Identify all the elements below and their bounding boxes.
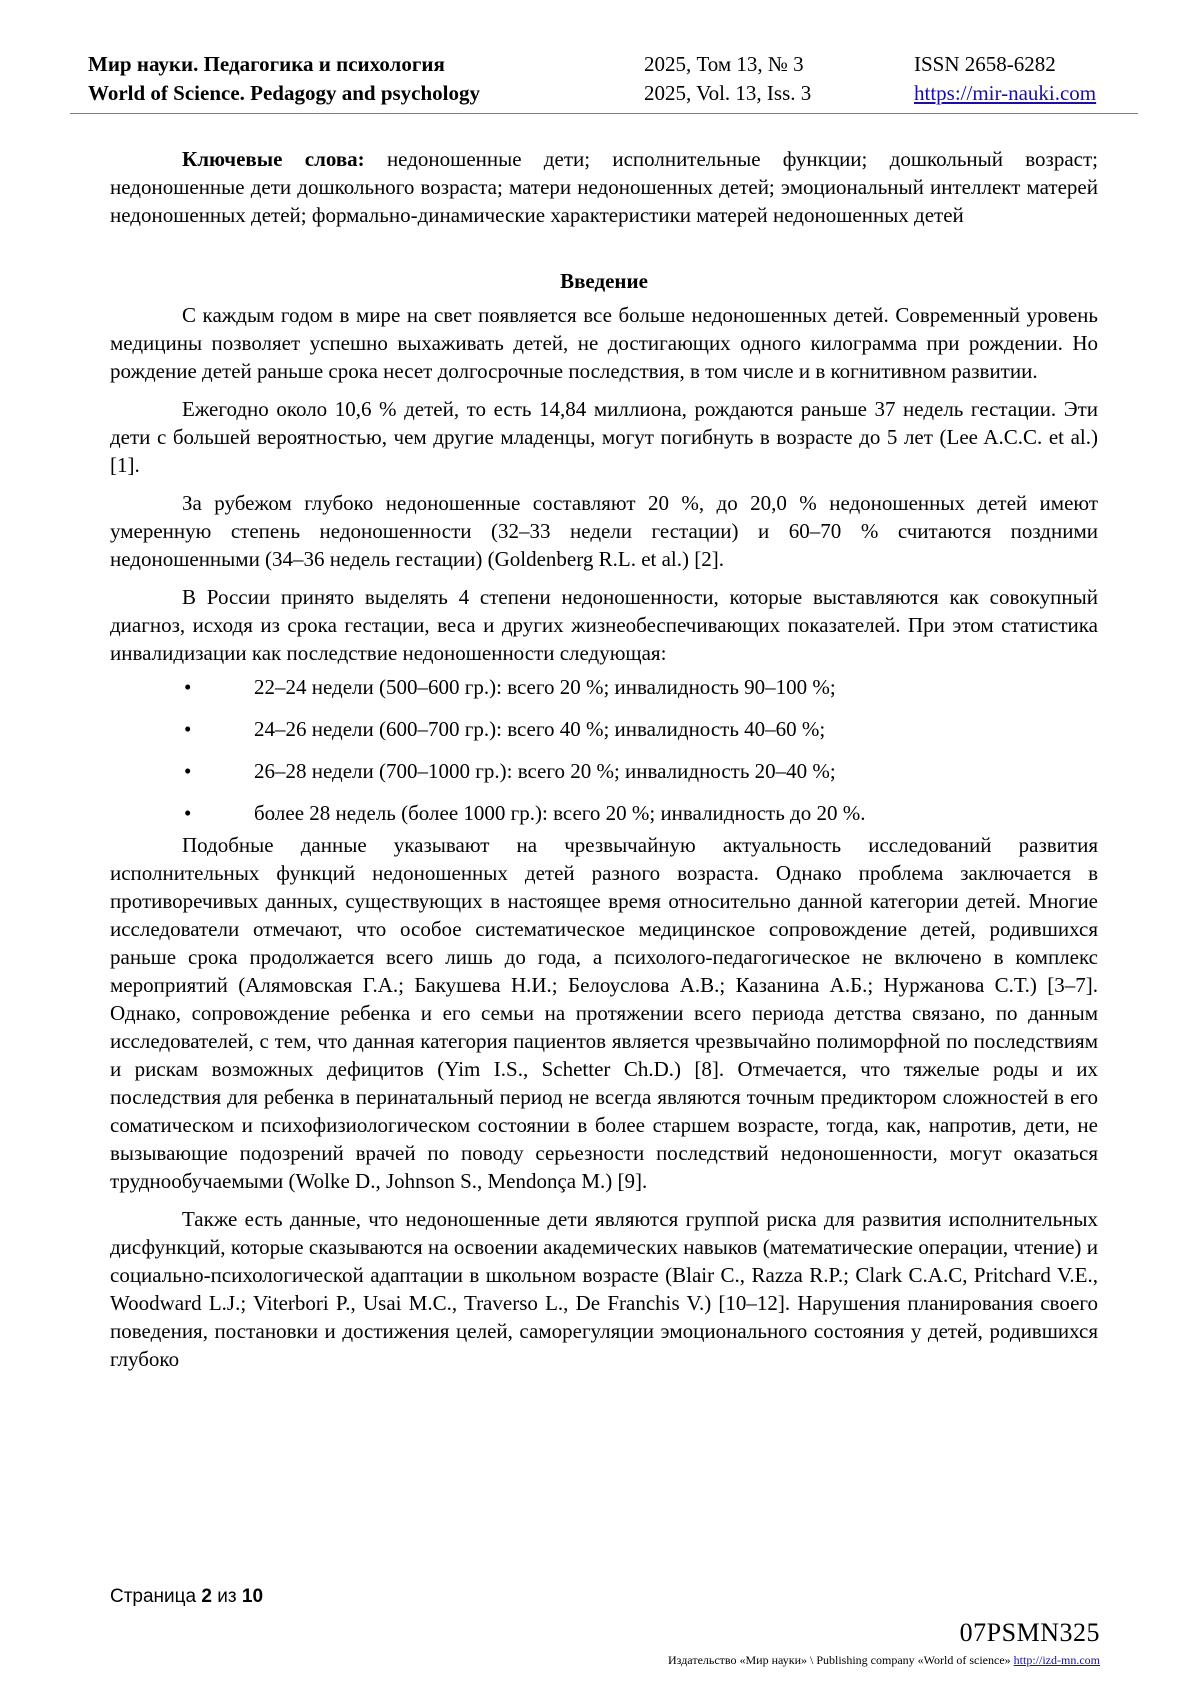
journal-title-ru: Мир науки. Педагогика и психология [88,52,445,76]
section-title-introduction: Введение [560,269,648,293]
bullet-icon: • [184,759,192,783]
journal-title-en: World of Science. Pedagogy and psychology [88,81,481,105]
keywords-text: недоношенные дети; исполнительные функции; дошкольный возраст; недоношенные дети дошкольного возраста; матери недоношенных детей; эмоциональный интеллект матерей недоношенных детей; формально-динамические характеристики матерей недоношенных детей [110,147,1098,227]
paragraph-5: Подобные данные указывают на чрезвычайную актуальность исследований развития исполнительных функций недоношенных детей разного возраста. Однако проблема заключается в противоречивых данных, существующих в настоящее время относительно данной категории детей. Многие исследователи отмечают, что особое систематическое медицинское сопровождение детей, родившихся раньше срока продолжается всего лишь до года, а психолого-педагогическое не включено в комплекс мероприятий (Алямовская Г.А.; Бакушева Н.И.; Белоуслова А.В.; Казанина А.Б.; Нуржанова С.Т.) [3–7]. Однако, сопровождение ребенка и его семьи на протяжении всего периода детства связано, по данным исследователей, с тем, что данная категория пациентов является чрезвычайно полиморфной по последствиям и рискам возможных дефицитов (Yim I.S., Schetter Ch.D.) [8]. Отмечается, что тяжелые роды и их последствия для ребенка в перинатальный период не всегда являются точным предиктором сложностей в его соматическом и психофизиологическом состоянии в более старшем возрасте, тогда, как, напротив, дети, не вызывающие подозрений врачей по поводу серьезности последствий недоношенности, могут оказаться труднообучаемыми (Wolke D., Johnson S., Mendonça M.) [9]. [110,833,1098,1193]
total-pages: 10 [241,1586,264,1607]
keywords-paragraph [110,145,1098,229]
current-page: 2 [201,1586,212,1607]
issue-info-en: 2025, Vol. 13, Iss. 3 [644,81,812,105]
disability-stats-list [110,673,1098,831]
list-item: • 22–24 недели (500–600 гр.): всего 20 %; инвалидность 90–100 %; [184,675,836,699]
bullet-icon: • [184,717,192,741]
publisher-line [668,1653,1100,1668]
paragraph-4: В России принято выделять 4 степени недоношенности, которые выставляются как совокупный диагноз, исходя из срока гестации, веса и других жизнеобеспечивающих показателей. При этом статистика инвалидизации как последствие недоношенности следующая: [110,585,1098,665]
paragraph-3: За рубежом глубоко недоношенные составляют 20 %, до 20,0 % недоношенных детей имеют умеренную степень недоношенности (32–33 недели гестации) и 60–70 % считаются поздними недоношенными (34–36 недель гестации) (Goldenberg R.L. et al.) [2]. [110,491,1098,571]
paragraph-6: Также есть данные, что недоношенные дети являются группой риска для развития исполнительных дисфункций, которые сказываются на освоении академических навыков (математические операции, чтение) и социально-психологической адаптации в школьном возрасте (Blair C., Razza R.P.; Clark C.A.C, Pritchard V.E., Woodward L.J.; Viterbori P., Usai M.C., Traverso L., De Franchis V.) [10–12]. Нарушения планирования своего поведения, постановки и достижения целей, саморегуляции эмоционального состояния у детей, родившихся глубоко [110,1207,1098,1371]
journal-title [88,50,480,108]
page-number: Страница 2 из 10 [110,1586,264,1607]
paragraph-2: Ежегодно около 10,6 % детей, то есть 14,84 миллиона, рождаются раньше 37 недель гестации. Эти дети с большей вероятностью, чем другие младенцы, могут погибнуть в возрасте до 5 лет (Lee A.C.C. et al.) [1]. [110,397,1098,477]
page-header [88,50,1118,112]
paragraph-1: С каждым годом в мире на свет появляется все больше недоношенных детей. Современный уровень медицины позволяет успешно выхаживать детей, не достигающих одного килограмма при рождении. Но рождение детей раньше срока несет долгосрочные последствия, в том числе и в когнитивном развитии. [110,303,1098,383]
publisher-name: Издательство «Мир науки» \ Publishing company «World of science» [668,1653,1011,1667]
issue-info-ru: 2025, Том 13, № 3 [644,52,804,76]
keywords-label: Ключевые слова: [182,147,365,171]
list-item: • более 28 недель (более 1000 гр.): всего 20 %; инвалидность до 20 %. [184,801,866,825]
list-item: • 26–28 недели (700–1000 гр.): всего 20 %; инвалидность 20–40 %; [184,759,836,783]
journal-url-link[interactable]: https://mir-nauki.com [914,81,1097,105]
list-item: • 24–26 недели (600–700 гр.): всего 40 %; инвалидность 40–60 %; [184,717,826,741]
issn-number: ISSN 2658-6282 [914,52,1056,76]
bullet-icon: • [184,801,192,825]
article-body [110,145,1098,1373]
header-divider [70,113,1138,114]
bullet-icon: • [184,675,192,699]
issue-info [644,50,811,108]
publisher-link[interactable]: http://izd-mn.com [1013,1653,1100,1667]
article-code: 07PSMN325 [959,1618,1100,1647]
issn-block [914,50,1096,108]
